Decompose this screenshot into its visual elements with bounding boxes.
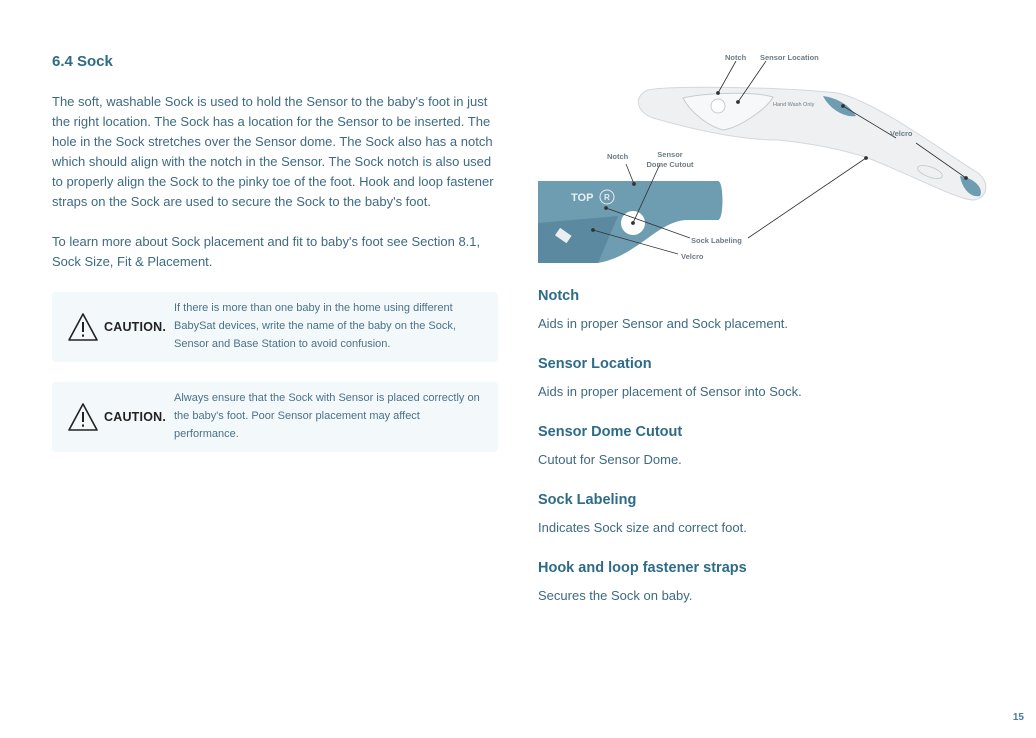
feature-description: Indicates Sock size and correct foot.: [538, 520, 747, 535]
feature-description: Aids in proper Sensor and Sock placement.: [538, 316, 789, 331]
section-title: 6.4 Sock: [52, 53, 113, 70]
velcro-label: Velcro: [890, 129, 913, 138]
sensor-dome-cutout-label-wrap: [646, 150, 706, 174]
feature-heading: Sensor Location: [538, 356, 652, 372]
feature-description: Cutout for Sensor Dome.: [538, 452, 682, 467]
feature-heading: Hook and loop fastener straps: [538, 560, 747, 576]
warning-icon: [67, 402, 99, 432]
r-marking: R: [604, 193, 610, 202]
notch-label: Notch: [725, 53, 747, 62]
feature-heading: Sensor Dome Cutout: [538, 424, 683, 440]
feature-heading: Sock Labeling: [538, 492, 637, 508]
caution-label: CAUTION.: [104, 320, 167, 334]
caution-box: [52, 292, 498, 362]
sensor-dome-cutout-label: Sensor Dome Cutout: [646, 150, 694, 169]
sock-description: The soft, washable Sock is used to hold the Sensor to the baby's foot in just the right location. The Sock has a location for the Sensor to be inserted. The hole in the Sock stretches over the Sensor dome. The Sock also has a notch which should align with the notch in the Sensor. The Sock notch is also used to properly align the Sock to the pinky toe of the foot. Hook and loop fastener straps on the Sock are used to secure the Sock to the baby's foot.: [52, 94, 494, 209]
caution-text: Always ensure that the Sock with Sensor is placed correctly on the baby's foot. Poor Sensor placement may affect performance.: [174, 392, 480, 440]
caution-box: [52, 382, 498, 452]
sensor-dome-hole: [711, 99, 725, 113]
warning-icon: [67, 312, 99, 342]
sock-diagram: [538, 48, 988, 268]
caution-label: CAUTION.: [104, 410, 167, 424]
feature-description: Aids in proper placement of Sensor into Sock.: [538, 384, 802, 399]
notch-label: Notch: [607, 152, 629, 161]
velcro-label: Velcro: [681, 252, 704, 261]
sock-labeling-label: Sock Labeling: [691, 236, 742, 245]
feature-heading: Notch: [538, 288, 580, 304]
top-marking: TOP: [571, 192, 594, 204]
sensor-location-label: Sensor Location: [760, 53, 819, 62]
placement-reference: To learn more about Sock placement and fit to baby's foot see Section 8.1, Sock Size, Fit & Placement.: [52, 234, 481, 269]
caution-text: If there is more than one baby in the home using different BabySat devices, write the name of the baby on the Sock, Sensor and Base Station to avoid confusion.: [174, 302, 456, 350]
page-number: 15: [1012, 712, 1024, 723]
feature-description: Secures the Sock on baby.: [538, 588, 693, 603]
hand-wash-label: Hand Wash Only: [773, 102, 815, 108]
